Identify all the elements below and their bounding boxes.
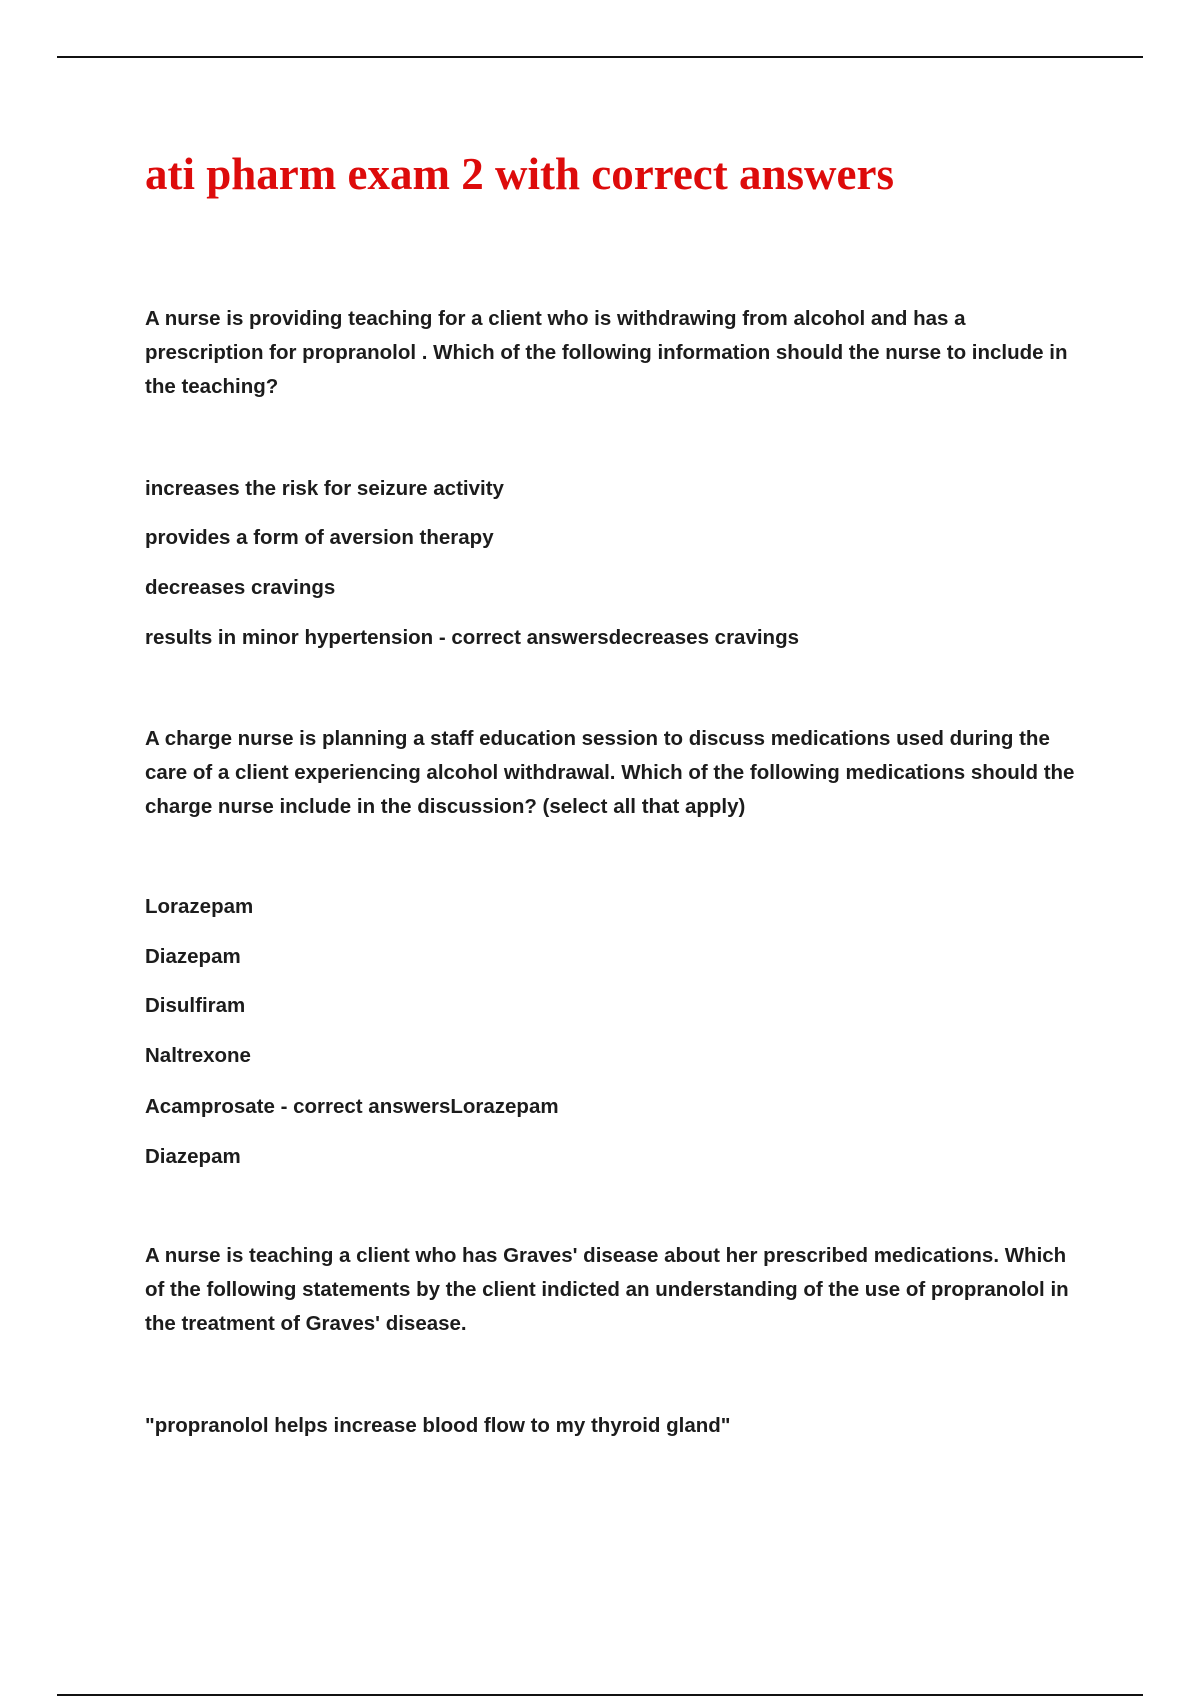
question-2-option-4: Naltrexone xyxy=(145,1044,251,1067)
question-2-option-3: Disulfiram xyxy=(145,994,246,1017)
question-3-option-1: "propranolol helps increase blood flow to my thyroid gland" xyxy=(145,1414,731,1437)
question-1-stem: A nurse is providing teaching for a client who is withdrawing from alcohol and has a prescription for propranolol . Which of the following information should the nurse to include in the teaching? xyxy=(145,307,1068,398)
question-1-option-2: provides a form of aversion therapy xyxy=(145,526,494,549)
document-title: ati pharm exam 2 with correct answers xyxy=(145,149,895,199)
top-rule xyxy=(57,56,1143,58)
question-2-option-6: Diazepam xyxy=(145,1145,241,1168)
question-2-option-2: Diazepam xyxy=(145,945,241,968)
question-2-option-5: Acamprosate - correct answersLorazepam xyxy=(145,1095,559,1118)
question-1-option-1: increases the risk for seizure activity xyxy=(145,477,504,500)
question-1-option-3: decreases cravings xyxy=(145,576,336,599)
question-1-option-4: results in minor hypertension - correct answersdecreases cravings xyxy=(145,626,799,649)
bottom-rule xyxy=(57,1694,1143,1696)
question-2-stem: A charge nurse is planning a staff education session to discuss medications used during the care of a client experiencing alcohol withdrawal. Which of the following medications should the charge nurse include in the discussion? (select all that apply) xyxy=(145,727,1075,818)
question-2-option-1: Lorazepam xyxy=(145,895,254,918)
question-3-stem: A nurse is teaching a client who has Graves' disease about her prescribed medications. Which of the following statements by the client indicted an understanding of the use of propranolol in the treatment of Graves' disease. xyxy=(145,1244,1069,1335)
